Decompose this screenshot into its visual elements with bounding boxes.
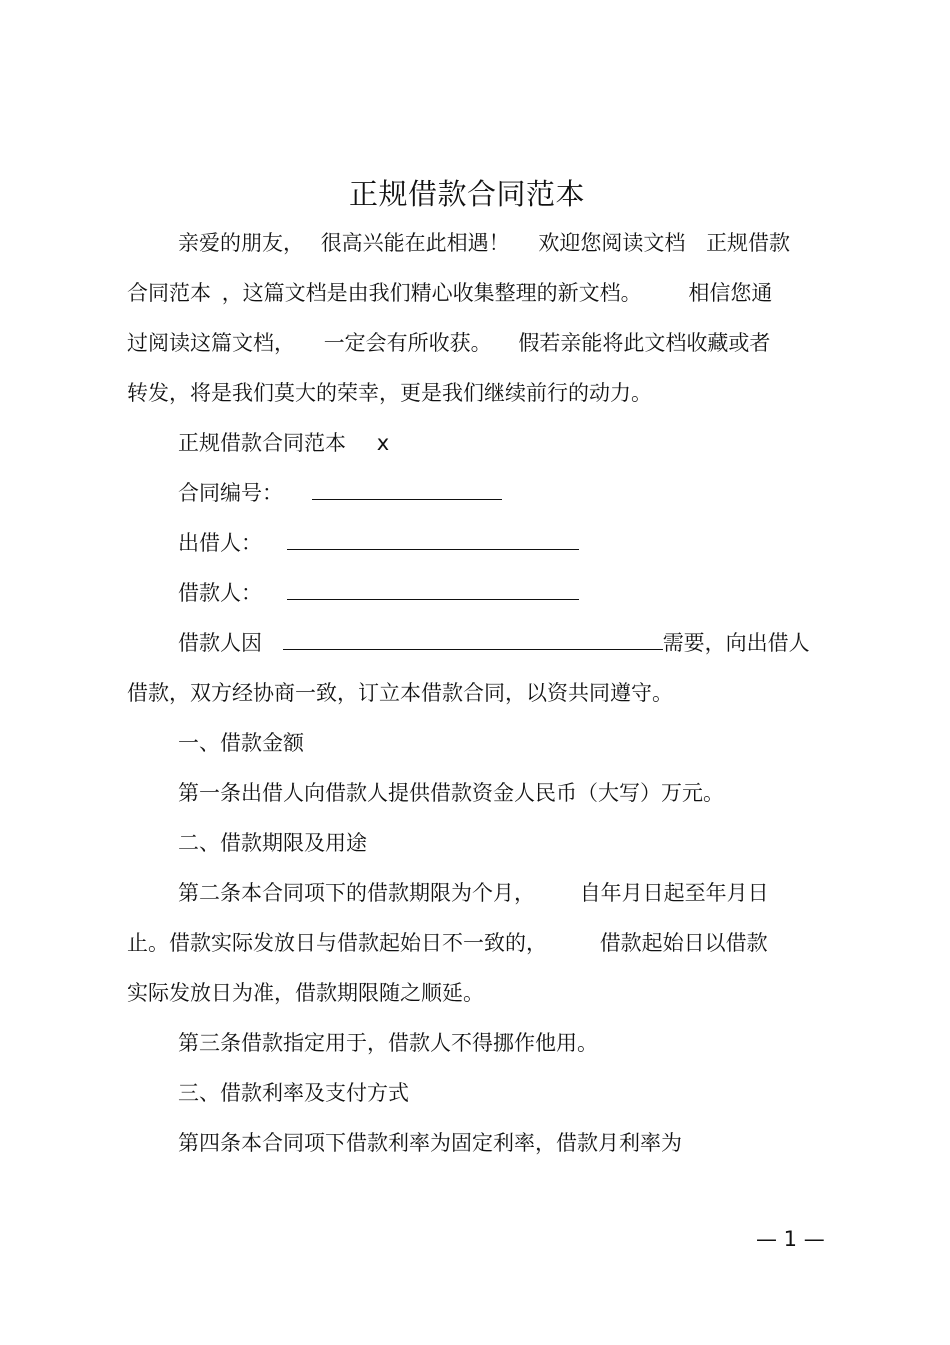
reason-prefix: 借款人因 bbox=[178, 631, 262, 655]
section-heading: 二、借款期限及用途 bbox=[178, 831, 367, 855]
borrower-label: 借款人： bbox=[178, 581, 262, 605]
page-number: — 1 — bbox=[756, 1227, 825, 1251]
intro-text: 欢迎您阅读文档 bbox=[538, 231, 686, 255]
intro-text: 过阅读这篇文档， bbox=[127, 331, 295, 355]
reason-line-2: 借款，双方经协商一致，订立本借款合同，以资共同遵守。 bbox=[127, 681, 673, 705]
contract-subtitle bbox=[178, 428, 389, 458]
intro-text: 假若亲能将此文档收藏或者 bbox=[518, 331, 771, 355]
subtitle-mark: x bbox=[376, 431, 390, 455]
article-text: 借款起始日以借款 bbox=[599, 931, 768, 955]
article-2-line-2 bbox=[127, 928, 768, 958]
intro-text: 相信您通 bbox=[688, 281, 773, 305]
intro-text: 亲爱的朋友， bbox=[178, 231, 304, 255]
article-2-line-1 bbox=[178, 878, 769, 908]
section-heading: 三、借款利率及支付方式 bbox=[178, 1081, 409, 1105]
intro-line-1 bbox=[178, 228, 790, 258]
article-text: 自年月日起至年月日 bbox=[579, 881, 769, 905]
intro-text: 合同范本 bbox=[127, 281, 211, 305]
intro-text: ，这篇文档是由我们精心收集整理的新文档。 bbox=[221, 281, 642, 305]
borrower-field bbox=[178, 578, 579, 608]
intro-text: 很高兴能在此相遇！ bbox=[320, 231, 510, 255]
article-3: 第三条借款指定用于，借款人不得挪作他用。 bbox=[178, 1031, 598, 1055]
section-heading: 一、借款金额 bbox=[178, 731, 304, 755]
intro-line-4: 转发，将是我们莫大的荣幸，更是我们继续前行的动力。 bbox=[127, 381, 652, 405]
intro-text: 一定会有所收获。 bbox=[323, 331, 492, 355]
reason-blank bbox=[283, 629, 663, 650]
contract-number-label: 合同编号： bbox=[178, 481, 283, 505]
reason-field bbox=[178, 628, 810, 658]
article-text: 止。借款实际发放日与借款起始日不一致的， bbox=[127, 931, 547, 955]
lender-label: 出借人： bbox=[178, 531, 262, 555]
intro-line-3 bbox=[127, 328, 770, 358]
intro-text: 正规借款 bbox=[706, 231, 791, 255]
article-text: 第二条本合同项下的借款期限为个月， bbox=[178, 881, 535, 905]
subtitle-text: 正规借款合同范本 bbox=[178, 431, 346, 455]
intro-line-2 bbox=[127, 278, 772, 308]
contract-number-field bbox=[178, 478, 502, 508]
article-4: 第四条本合同项下借款利率为固定利率，借款月利率为 bbox=[178, 1131, 682, 1155]
article-2-line-3: 实际发放日为准，借款期限随之顺延。 bbox=[127, 981, 484, 1005]
contract-number-blank bbox=[312, 479, 502, 500]
lender-field bbox=[178, 528, 579, 558]
article-1: 第一条出借人向借款人提供借款资金人民币（大写）万元。 bbox=[178, 781, 724, 805]
borrower-blank bbox=[287, 579, 579, 600]
lender-blank bbox=[287, 529, 579, 550]
reason-suffix: 需要，向出借人 bbox=[662, 631, 810, 655]
document-title: 正规借款合同范本 bbox=[348, 177, 585, 211]
